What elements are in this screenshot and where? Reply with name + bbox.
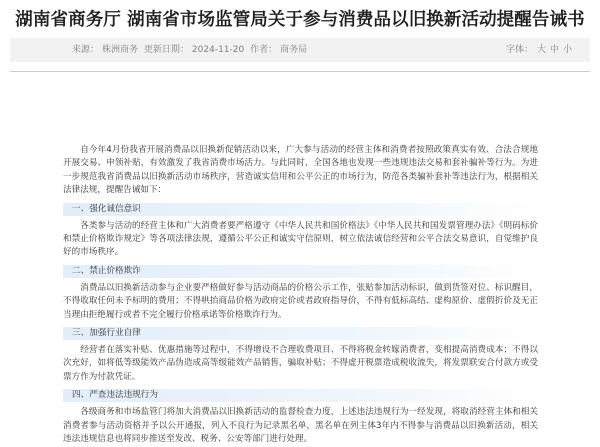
author-label: 作者： [250,45,278,55]
article-meta-info [72,38,310,62]
font-size-large-button[interactable]: 大 [536,45,546,55]
intro-paragraph: 自今年4月份我省开展消费品以旧换新促销活动以来，广大参与活动的经营主体和消费者按照政策真实有效、合法合规地开展交易、申领补贴，有效激发了我省消费市场活力。与此同时，全国各地也发现一些违规违法交易和套补骗补等行为。为进一步规范我省消费品以旧换新活动市场秩序，营造诚实信用和公平公正的市场行为，防范各类骗补套补等违法行为，根据相关法律法规，提醒告诫如下： [63,145,538,196]
font-size-control [506,38,572,62]
section-paragraph-enforcement: 各级商务和市场监管门将加大消费品以旧换新活动的监督检查力度，上述违法违规行为一经发现，将取消经营主体和相关消费者参与活动资格并予以公开通报，列入不良行为记录黑名单，黑名单在列主体3年内不得参与消费品以旧换新活动，相关违法违规信息也将同步推送至发改、税务、公安等部门进行处理。 [63,407,538,445]
section-paragraph-price-fraud: 消费品以旧换新活动参与企业要严格做好参与活动商品的价格公示工作，张贴参加活动标识，做到货签对位、标识醒目，不得收取任何未予标明的费用；不得哄抬商品价格为政府定价或者政府指导价，不得有低标高结、虚构原价、虚假折价及无正当理由拒绝履行或者不完全履行价格承诺等价格欺诈行为。 [63,282,538,320]
section-heading-price-fraud: 二、禁止价格欺诈 [63,265,538,278]
section-heading-enforcement: 四、严查违法违规行为 [63,389,538,402]
source-value: 株洲商务 [102,45,139,55]
source-label: 来源： [72,45,100,55]
article-title: 湖南省商务厅 湖南省市场监管局关于参与消费品以旧换新活动提醒告诫书 [15,10,585,30]
article-meta-bar [10,38,590,62]
author-value: 商务局 [280,45,308,55]
article-content [63,72,538,447]
font-size-medium-button[interactable]: 中 [549,45,559,55]
date-label: 更新日期： [143,45,189,55]
section-paragraph-self-discipline: 经营者在落实补贴、优惠措施等过程中，不得增设不合理收费项目、不得将税金转嫁消费者，变相提高消费成本；不得以次充好，如将低等级能效产品伪造成高等级能效产品销售，骗取补贴；不得虚开税票造成税收流失，将发票联安合付款方或受票方作为付款凭证。 [63,345,538,382]
date-value: 2024-11-20 [191,45,245,55]
section-paragraph-integrity: 各类参与活动的经营主体和广大消费者要严格遵守《中华人民共和国价格法》《中华人民共和国发票管理办法》《明码标价和禁止价格欺诈规定》等各项法律法规，遵循公平公正和诚实守信原则，树立依法诚信经营和公平合法交易意识，自觉维护良好的市场秩序。 [63,220,538,258]
font-size-label: 字体： [505,45,533,55]
section-heading-self-discipline: 三、加强行业自律 [63,327,538,340]
section-heading-integrity: 一、强化诚信意识 [63,203,538,216]
font-size-small-button[interactable]: 小 [562,45,572,55]
